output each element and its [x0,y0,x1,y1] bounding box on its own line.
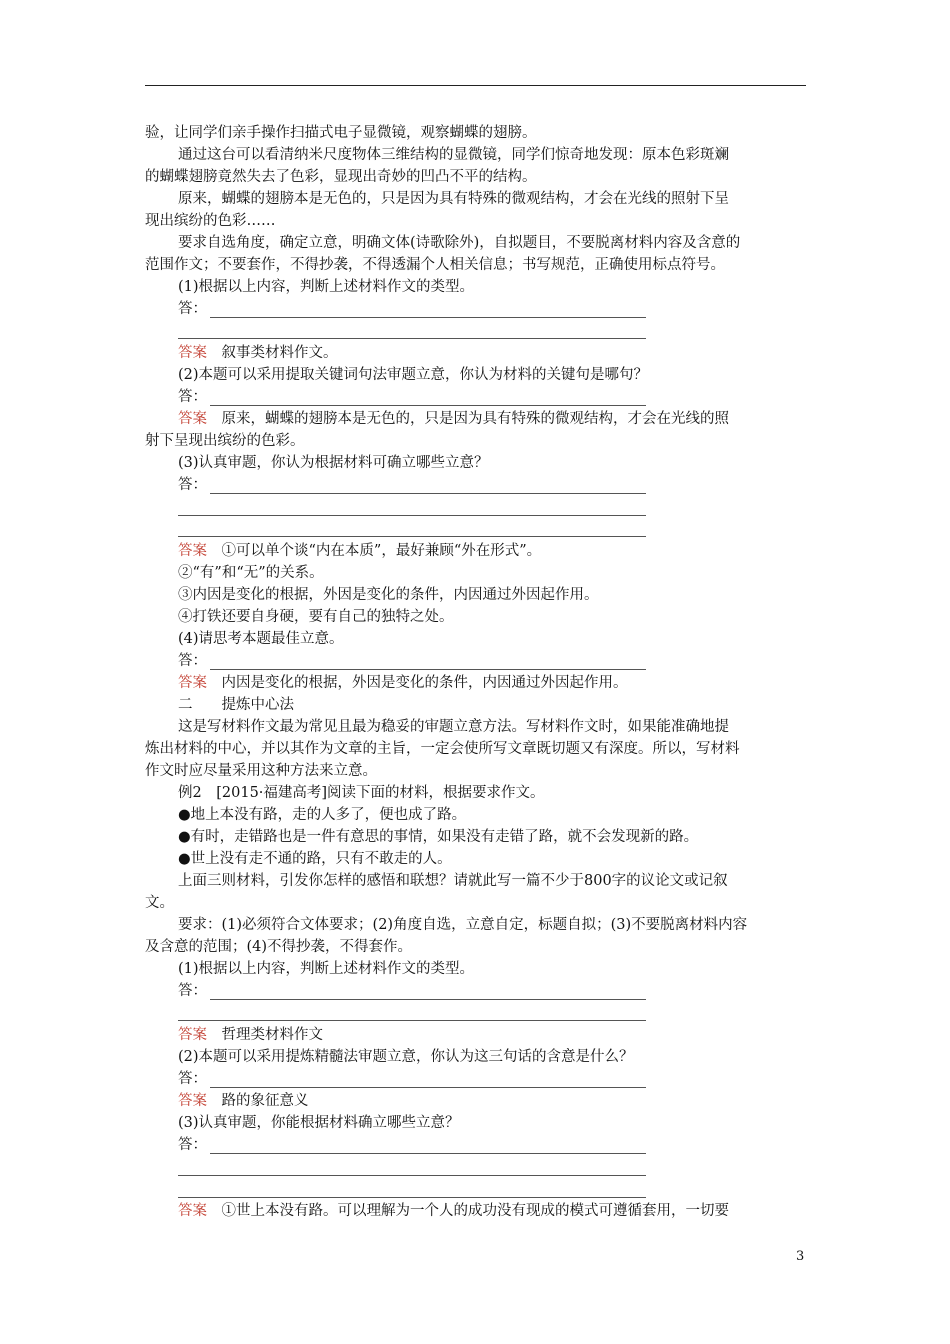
section-heading [178,694,294,716]
answer-label: 答： [178,653,207,669]
answer-label: 答： [178,389,207,405]
answer-blank [210,669,646,670]
answer-key-label: 答案 [178,543,207,559]
page-number: 3 [796,1249,805,1264]
answer-blank [210,317,646,318]
answer-text: 原来，蝴蝶的翅膀本是无色的，只是因为具有特殊的微观结构，才会在光线的照 [221,411,729,427]
answer-text: ①世上本没有路。可以理解为一个人的成功没有现成的模式可遵循套用，一切要 [221,1203,729,1219]
answer-key-label: 答案 [178,411,207,427]
answer-text: 哲理类材料作文 [221,1027,323,1043]
answer-blank [178,1197,646,1198]
text-line: 要求自选角度，确定立意，明确文体(诗歌除外)，自拟题目，不要脱离材料内容及含意的 [178,235,741,251]
answer-text: ③内因是变化的根据，外因是变化的条件，内因通过外因起作用。 [178,587,599,603]
section-title: 提炼中心法 [221,697,294,713]
text-line: 文。 [145,895,174,911]
text-line: 现出缤纷的色彩…… [145,213,276,229]
answer-blank [178,1175,646,1176]
answer-label: 答： [178,1071,207,1087]
text-line: 炼出材料的中心，并以其作为文章的主旨，一定会使所写文章既切题又有深度。所以，写材料 [145,741,740,757]
answer-blank [178,1020,646,1021]
answer-line [178,408,729,430]
answer-key-label: 答案 [178,345,207,361]
question: (3)认真审题，你认为根据材料可确立哪些立意？ [178,455,489,471]
question: (2)本题可以采用提取关键词句法审题立意，你认为材料的关键句是哪句？ [178,367,649,383]
question: (4)请思考本题最佳立意。 [178,631,344,647]
answer-line [178,1200,729,1222]
answer-blank [178,515,646,516]
answer-text: 叙事类材料作文。 [221,345,338,361]
section-number: 二 [178,697,193,713]
answer-blank [210,493,646,494]
text-line: 原来，蝴蝶的翅膀本是无色的，只是因为具有特殊的微观结构，才会在光线的照射下呈 [178,191,729,207]
answer-blank [178,338,646,339]
answer-blank [210,1087,646,1088]
bullet-item: ●有时，走错路也是一件有意思的事情，如果没有走错了路，就不会发现新的路。 [178,829,699,845]
answer-label: 答： [178,983,207,999]
answer-label: 答： [178,1137,207,1153]
text-line: 的蝴蝶翅膀竟然失去了色彩，显现出奇妙的凹凸不平的结构。 [145,169,537,185]
bullet-item: ●世上没有走不通的路，只有不敢走的人。 [178,851,452,867]
answer-text: 射下呈现出缤纷的色彩。 [145,433,305,449]
example-label: 例2 [178,785,202,801]
answer-text: ①可以单个谈“内在本质”，最好兼顾“外在形式”。 [221,543,542,559]
answer-line [178,1024,323,1046]
question: (1)根据以上内容，判断上述材料作文的类型。 [178,279,475,295]
answer-line [178,1090,309,1112]
text-line: 通过这台可以看清纳米尺度物体三维结构的显微镜，同学们惊奇地发现：原本色彩斑斓 [178,147,729,163]
answer-text: 路的象征意义 [221,1093,309,1109]
text-line: 及含意的范围；(4)不得抄袭，不得套作。 [145,939,413,955]
answer-line [178,672,628,694]
answer-key-label: 答案 [178,1027,207,1043]
question: (2)本题可以采用提炼精髓法审题立意，你认为这三句话的含意是什么？ [178,1049,634,1065]
answer-key-label: 答案 [178,675,207,691]
answer-key-label: 答案 [178,1203,207,1219]
answer-key-label: 答案 [178,1093,207,1109]
answer-label: 答： [178,301,207,317]
answer-text: ④打铁还要自身硬，要有自己的独特之处。 [178,609,454,625]
question: (1)根据以上内容，判断上述材料作文的类型。 [178,961,475,977]
question: (3)认真审题，你能根据材料确立哪些立意？ [178,1115,460,1131]
answer-text: 内因是变化的根据，外因是变化的条件，内因通过外因起作用。 [221,675,628,691]
header-rule [145,85,806,86]
answer-text: ②“有”和“无”的关系。 [178,565,324,581]
text-line: 验，让同学们亲手操作扫描式电子显微镜，观察蝴蝶的翅膀。 [145,125,537,141]
text-line: 作文时应尽量采用这种方法来立意。 [145,763,377,779]
answer-line [178,540,541,562]
text-line: 范围作文；不要套作，不得抄袭，不得透漏个人相关信息；书写规范，正确使用标点符号。 [145,257,725,273]
example-heading [178,782,545,804]
text-line: 这是写材料作文最为常见且最为稳妥的审题立意方法。写材料作文时，如果能准确地提 [178,719,729,735]
text-line: 上面三则材料，引发你怎样的感悟和联想？请就此写一篇不少于800字的议论文或记叙 [178,873,728,889]
answer-blank [210,405,646,406]
example-text: [2015·福建高考]阅读下面的材料，根据要求作文。 [216,785,545,801]
bullet-item: ●地上本没有路，走的人多了，便也成了路。 [178,807,467,823]
answer-blank [210,999,646,1000]
answer-blank [178,536,646,537]
answer-label: 答： [178,477,207,493]
text-line: 要求：(1)必须符合文体要求；(2)角度自选，立意自定，标题自拟；(3)不要脱离材料内容 [178,917,748,933]
answer-blank [210,1153,646,1154]
answer-line [178,342,338,364]
